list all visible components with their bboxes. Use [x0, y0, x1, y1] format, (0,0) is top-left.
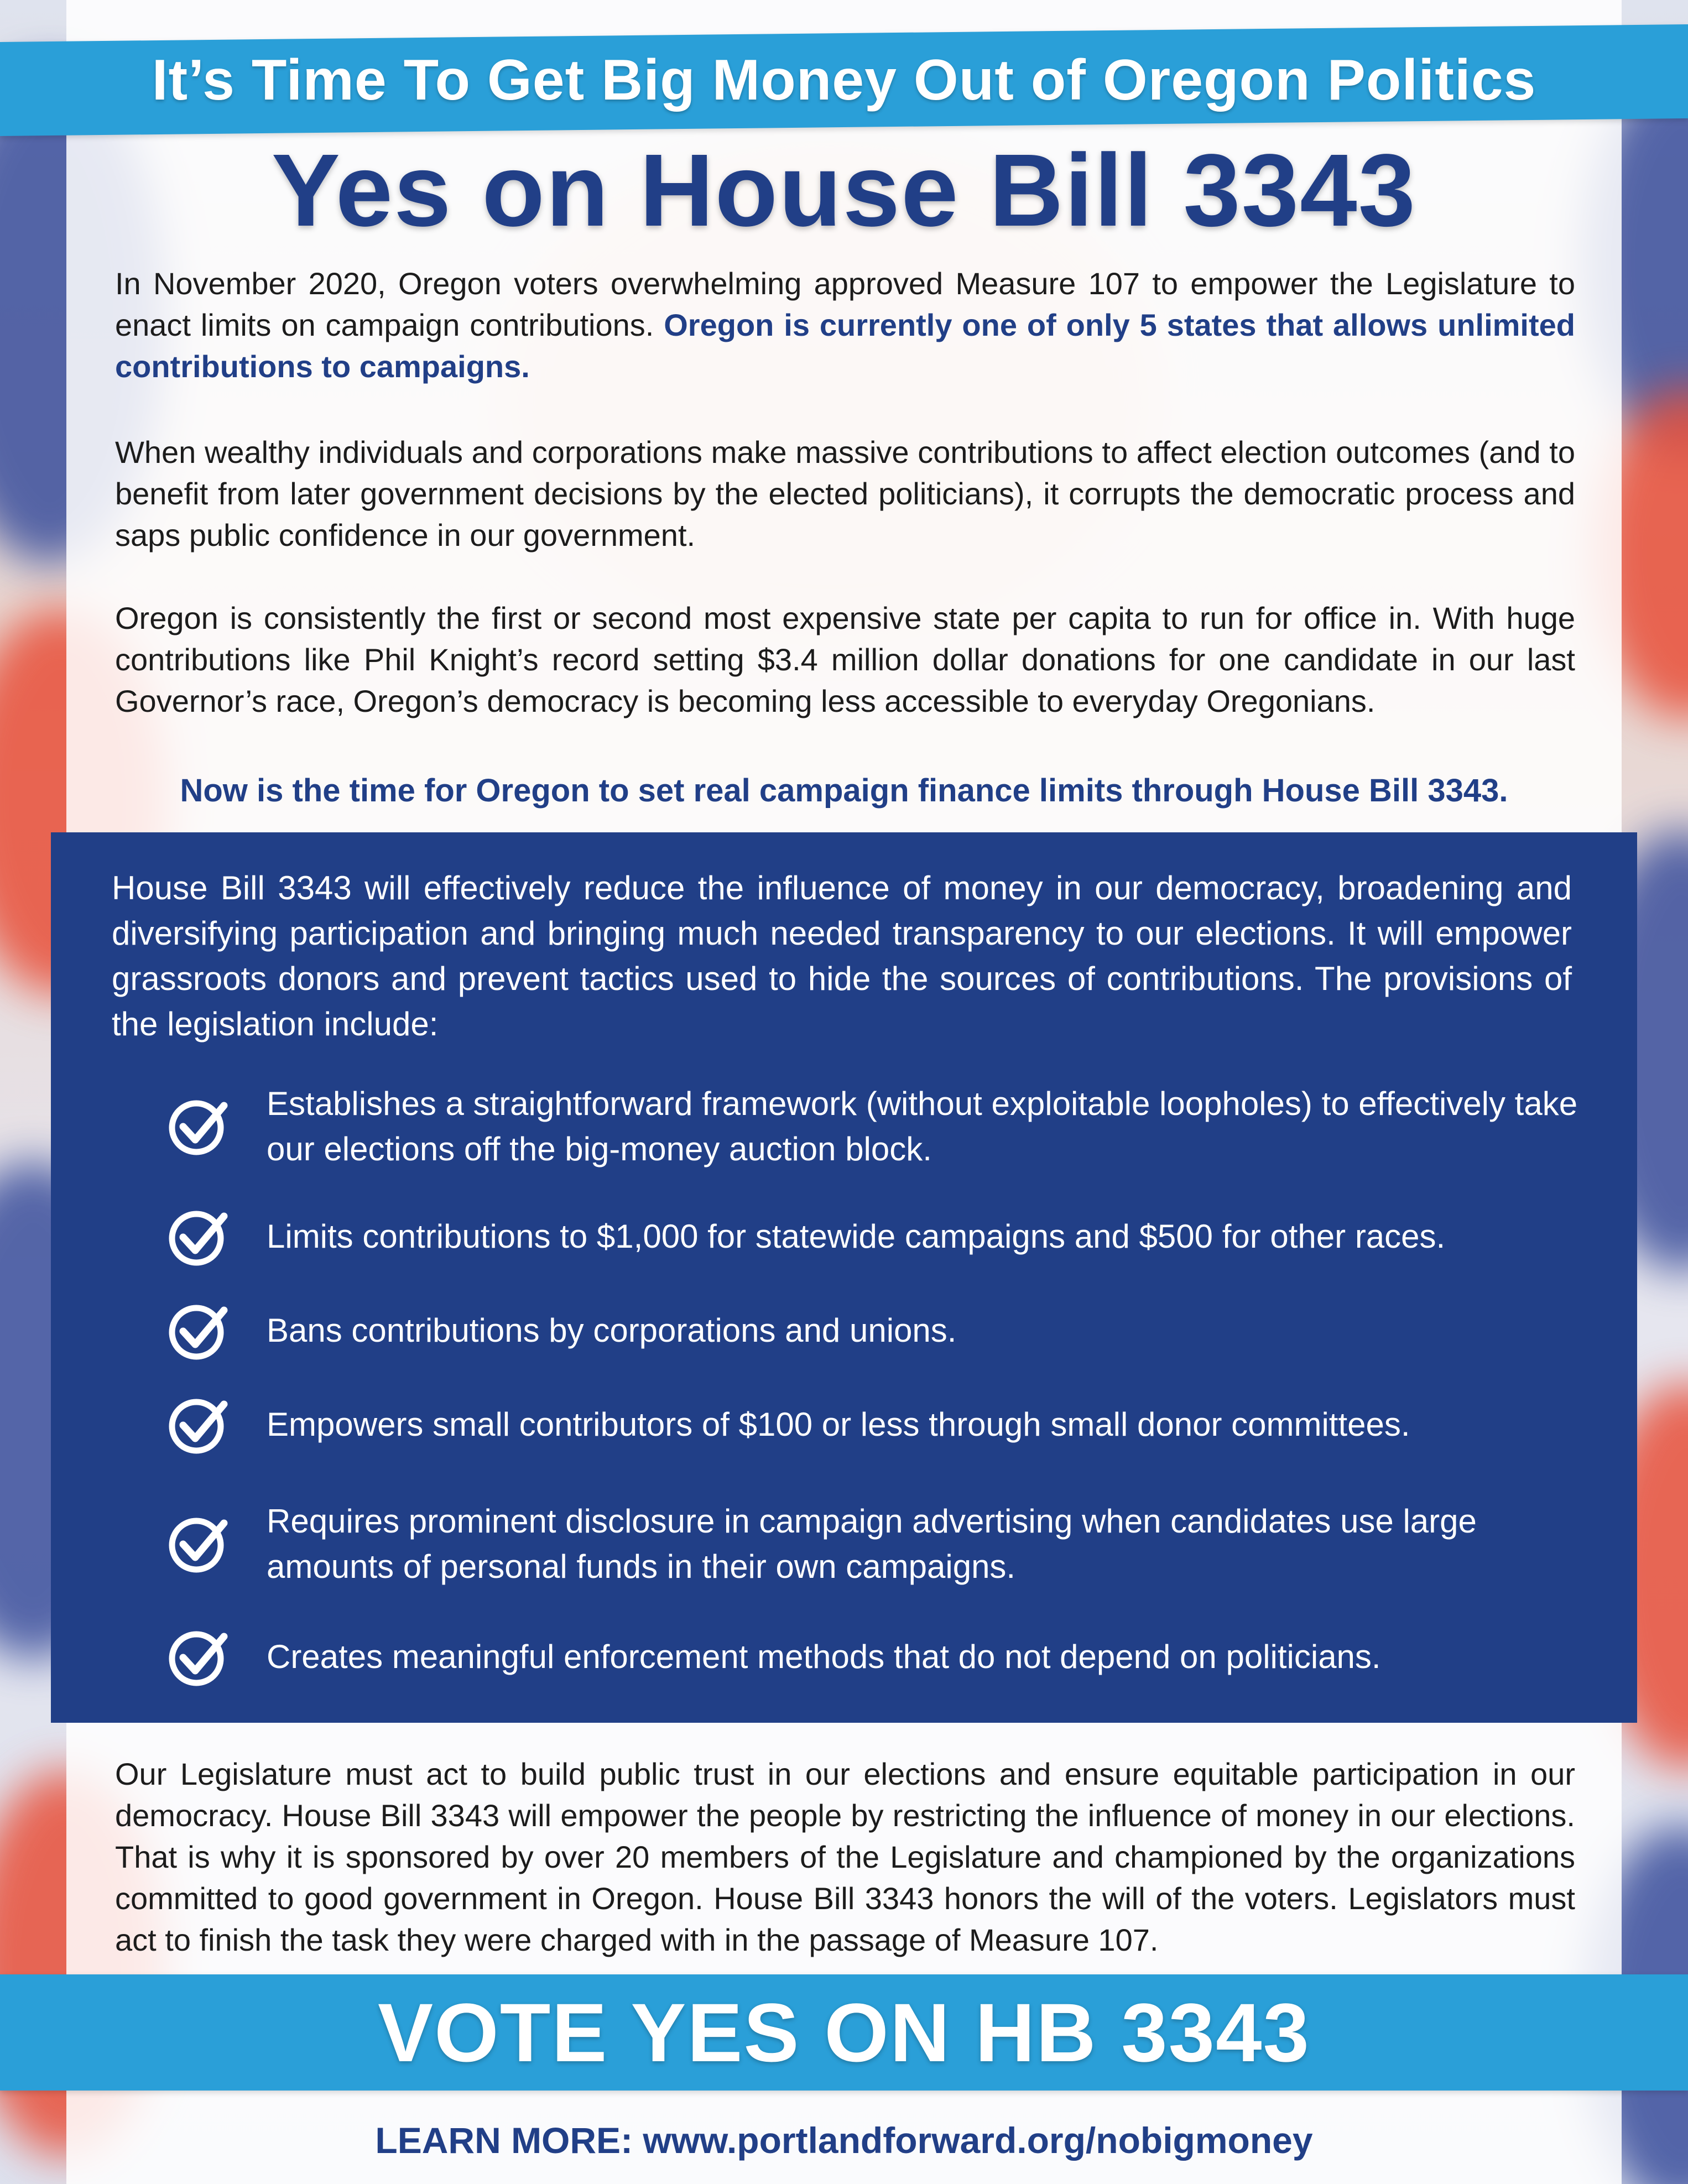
- callout: Now is the time for Oregon to set real campaign finance limits through House Bill 3343.: [180, 773, 1508, 809]
- check-circle-icon: [164, 1297, 231, 1363]
- intro-paragraph: [115, 263, 1575, 387]
- provision-text: Creates meaningful enforcement methods that do not depend on politicians.: [267, 1638, 1381, 1675]
- provision-text: Bans contributions by corporations and unions.: [267, 1312, 957, 1349]
- check-circle-icon: [164, 1092, 231, 1159]
- check-circle-icon: [164, 1203, 231, 1269]
- tagline: It’s Time To Get Big Money Out of Oregon Politics: [152, 48, 1536, 112]
- learn-more-link[interactable]: LEARN MORE: www.portlandforward.org/nobigmoney: [375, 2120, 1313, 2161]
- paragraph-expense: Oregon is consistently the first or second most expensive state per capita to run for office in. With huge contributions like Phil Knight’s record setting $3.4 million dollar donations for one candidate in our last Governor’s race, Oregon’s democracy is becoming less accessible to everyday Oregonians.: [115, 601, 1575, 718]
- paragraph-corruption: When wealthy individuals and corporations make massive contributions to affect election outcomes (and to benefit from later government decisions by the elected politicians), it corrupts the democratic process and saps public confidence in our government.: [115, 435, 1575, 552]
- check-circle-icon: [164, 1623, 231, 1690]
- provision-text: Empowers small contributors of $100 or less through small donor committees.: [267, 1406, 1410, 1443]
- check-circle-icon: [164, 1510, 231, 1576]
- intro-emphasis: Oregon is currently one of only 5 states that allows unlimited contributions to campaigns.: [115, 307, 1575, 384]
- provisions-panel: [51, 832, 1637, 1723]
- page-title: Yes on House Bill 3343: [271, 133, 1417, 248]
- cta-heading: VOTE YES ON HB 3343: [378, 1986, 1310, 2079]
- check-circle-icon: [164, 1391, 231, 1457]
- intro-text: In November 2020, Oregon voters overwhelming approved Measure 107 to empower the Legislature to enact limits on campaign contributions.: [115, 266, 1575, 342]
- provisions-intro: House Bill 3343 will effectively reduce the influence of money in our democracy, broadening and diversifying participation and bringing much needed transparency to our elections. It will empower grassroots donors and prevent tactics used to hide the sources of contributions. The provisions of the legislation include:: [112, 869, 1572, 1043]
- provision-text: Limits contributions to $1,000 for statewide campaigns and $500 for other races.: [267, 1218, 1446, 1255]
- closing-paragraph: Our Legislature must act to build public trust in our elections and ensure equitable participation in our democracy. House Bill 3343 will empower the people by restricting the influence of money in our elections. That is why it is sponsored by over 20 members of the Legislature and championed by the organizations committed to good government in Oregon. House Bill 3343 honors the will of the voters. Legislators must act to finish the task they were charged with in the passage of Measure 107.: [115, 1756, 1575, 1957]
- provision-text: Requires prominent disclosure in campaign advertising when candidates use large amounts of personal funds in their own campaigns.: [267, 1503, 1477, 1585]
- provision-text: Establishes a straightforward framework (without exploitable loopholes) to effectively take our elections off the big-money auction block.: [267, 1085, 1578, 1167]
